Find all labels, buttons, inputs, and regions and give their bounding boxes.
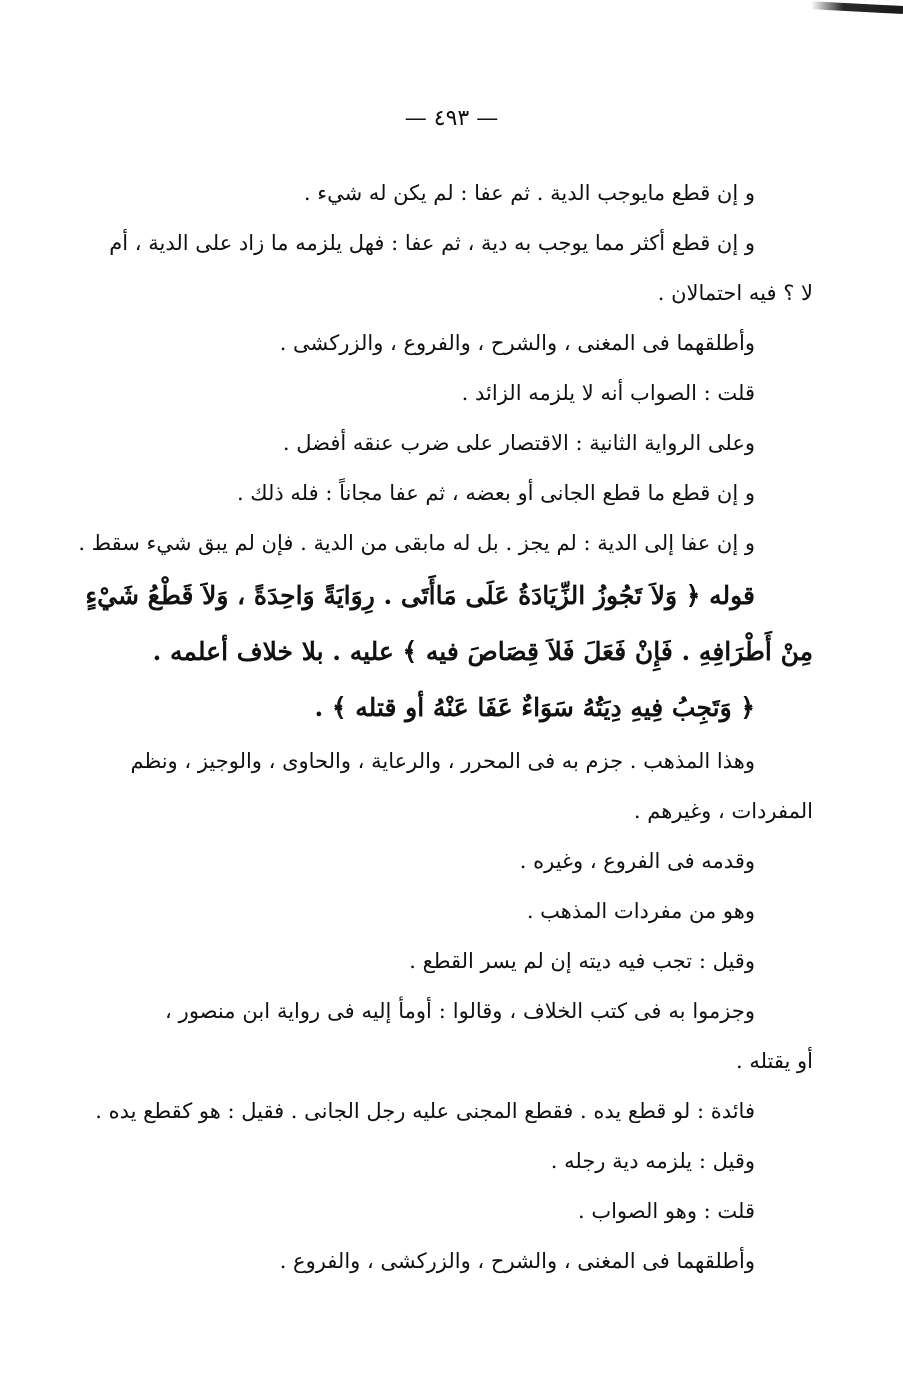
text-line: أو يقتله . — [735, 1049, 813, 1073]
text-line: قلت : وهو الصواب . — [577, 1199, 755, 1223]
text-line: وقدمه فى الفروع ، وغيره . — [519, 849, 755, 873]
page-body — [78, 168, 813, 1286]
quoted-text-line: ﴿ وَتَجِبُ فِيهِ دِيَتُهُ سَوَاءٌ عَفَا عَنْهُ أو قتله ﴾ . — [314, 693, 755, 722]
text-line: و إن قطع مايوجب الدية . ثم عفا : لم يكن له شيء . — [303, 181, 755, 205]
text-line: وقيل : يلزمه دية رجله . — [550, 1149, 755, 1173]
quoted-text-line: مِنْ أَطْرَافِهِ . فَإِنْ فَعَلَ فَلاَ قِصَاصَ فيه ﴾ عليه . بلا خلاف أعلمه . — [152, 637, 813, 666]
text-line: فائدة : لو قطع يده . فقطع المجنى عليه رجل الجانى . فقيل : هو كقطع يده . — [95, 1099, 755, 1123]
scan-edge-mark — [811, 1, 903, 14]
text-line: وأطلقهما فى المغنى ، والشرح ، والفروع ، والزركشى . — [279, 331, 755, 355]
text-line: لا ؟ فيه احتمالان . — [657, 281, 813, 305]
text-line: قلت : الصواب أنه لا يلزمه الزائد . — [461, 381, 755, 405]
text-line: و إن قطع أكثر مما يوجب به دية ، ثم عفا : فهل يلزمه ما زاد على الدية ، أم — [109, 231, 755, 255]
text-line: وجزموا به فى كتب الخلاف ، وقالوا : أومأ إليه فى رواية ابن منصور ، — [165, 999, 755, 1023]
text-line: وهو من مفردات المذهب . — [526, 899, 755, 923]
quoted-text-line: قوله ﴿ وَلاَ تَجُوزُ الزِّيَادَةُ عَلَى مَاأَتَى . رِوَايَةً وَاحِدَةً ، وَلاَ قَطْعُ شَيْءٍ — [85, 581, 755, 610]
text-line: و إن قطع ما قطع الجانى أو بعضه ، ثم عفا مجاناً : فله ذلك . — [236, 481, 755, 505]
text-line: وهذا المذهب . جزم به فى المحرر ، والرعاية ، والحاوى ، والوجيز ، ونظم — [130, 749, 755, 773]
text-line: المفردات ، وغيرهم . — [633, 799, 813, 823]
page-number: — ٤٩٣ — — [404, 106, 499, 131]
text-line: وقيل : تجب فيه ديته إن لم يسر القطع . — [409, 949, 755, 973]
text-line: وعلى الرواية الثانية : الاقتصار على ضرب عنقه أفضل . — [282, 431, 755, 455]
text-line: وأطلقهما فى المغنى ، والشرح ، والزركشى ، والفروع . — [279, 1249, 755, 1273]
text-line: و إن عفا إلى الدية : لم يجز . بل له مابقى من الدية . فإن لم يبق شيء سقط . — [78, 531, 755, 555]
